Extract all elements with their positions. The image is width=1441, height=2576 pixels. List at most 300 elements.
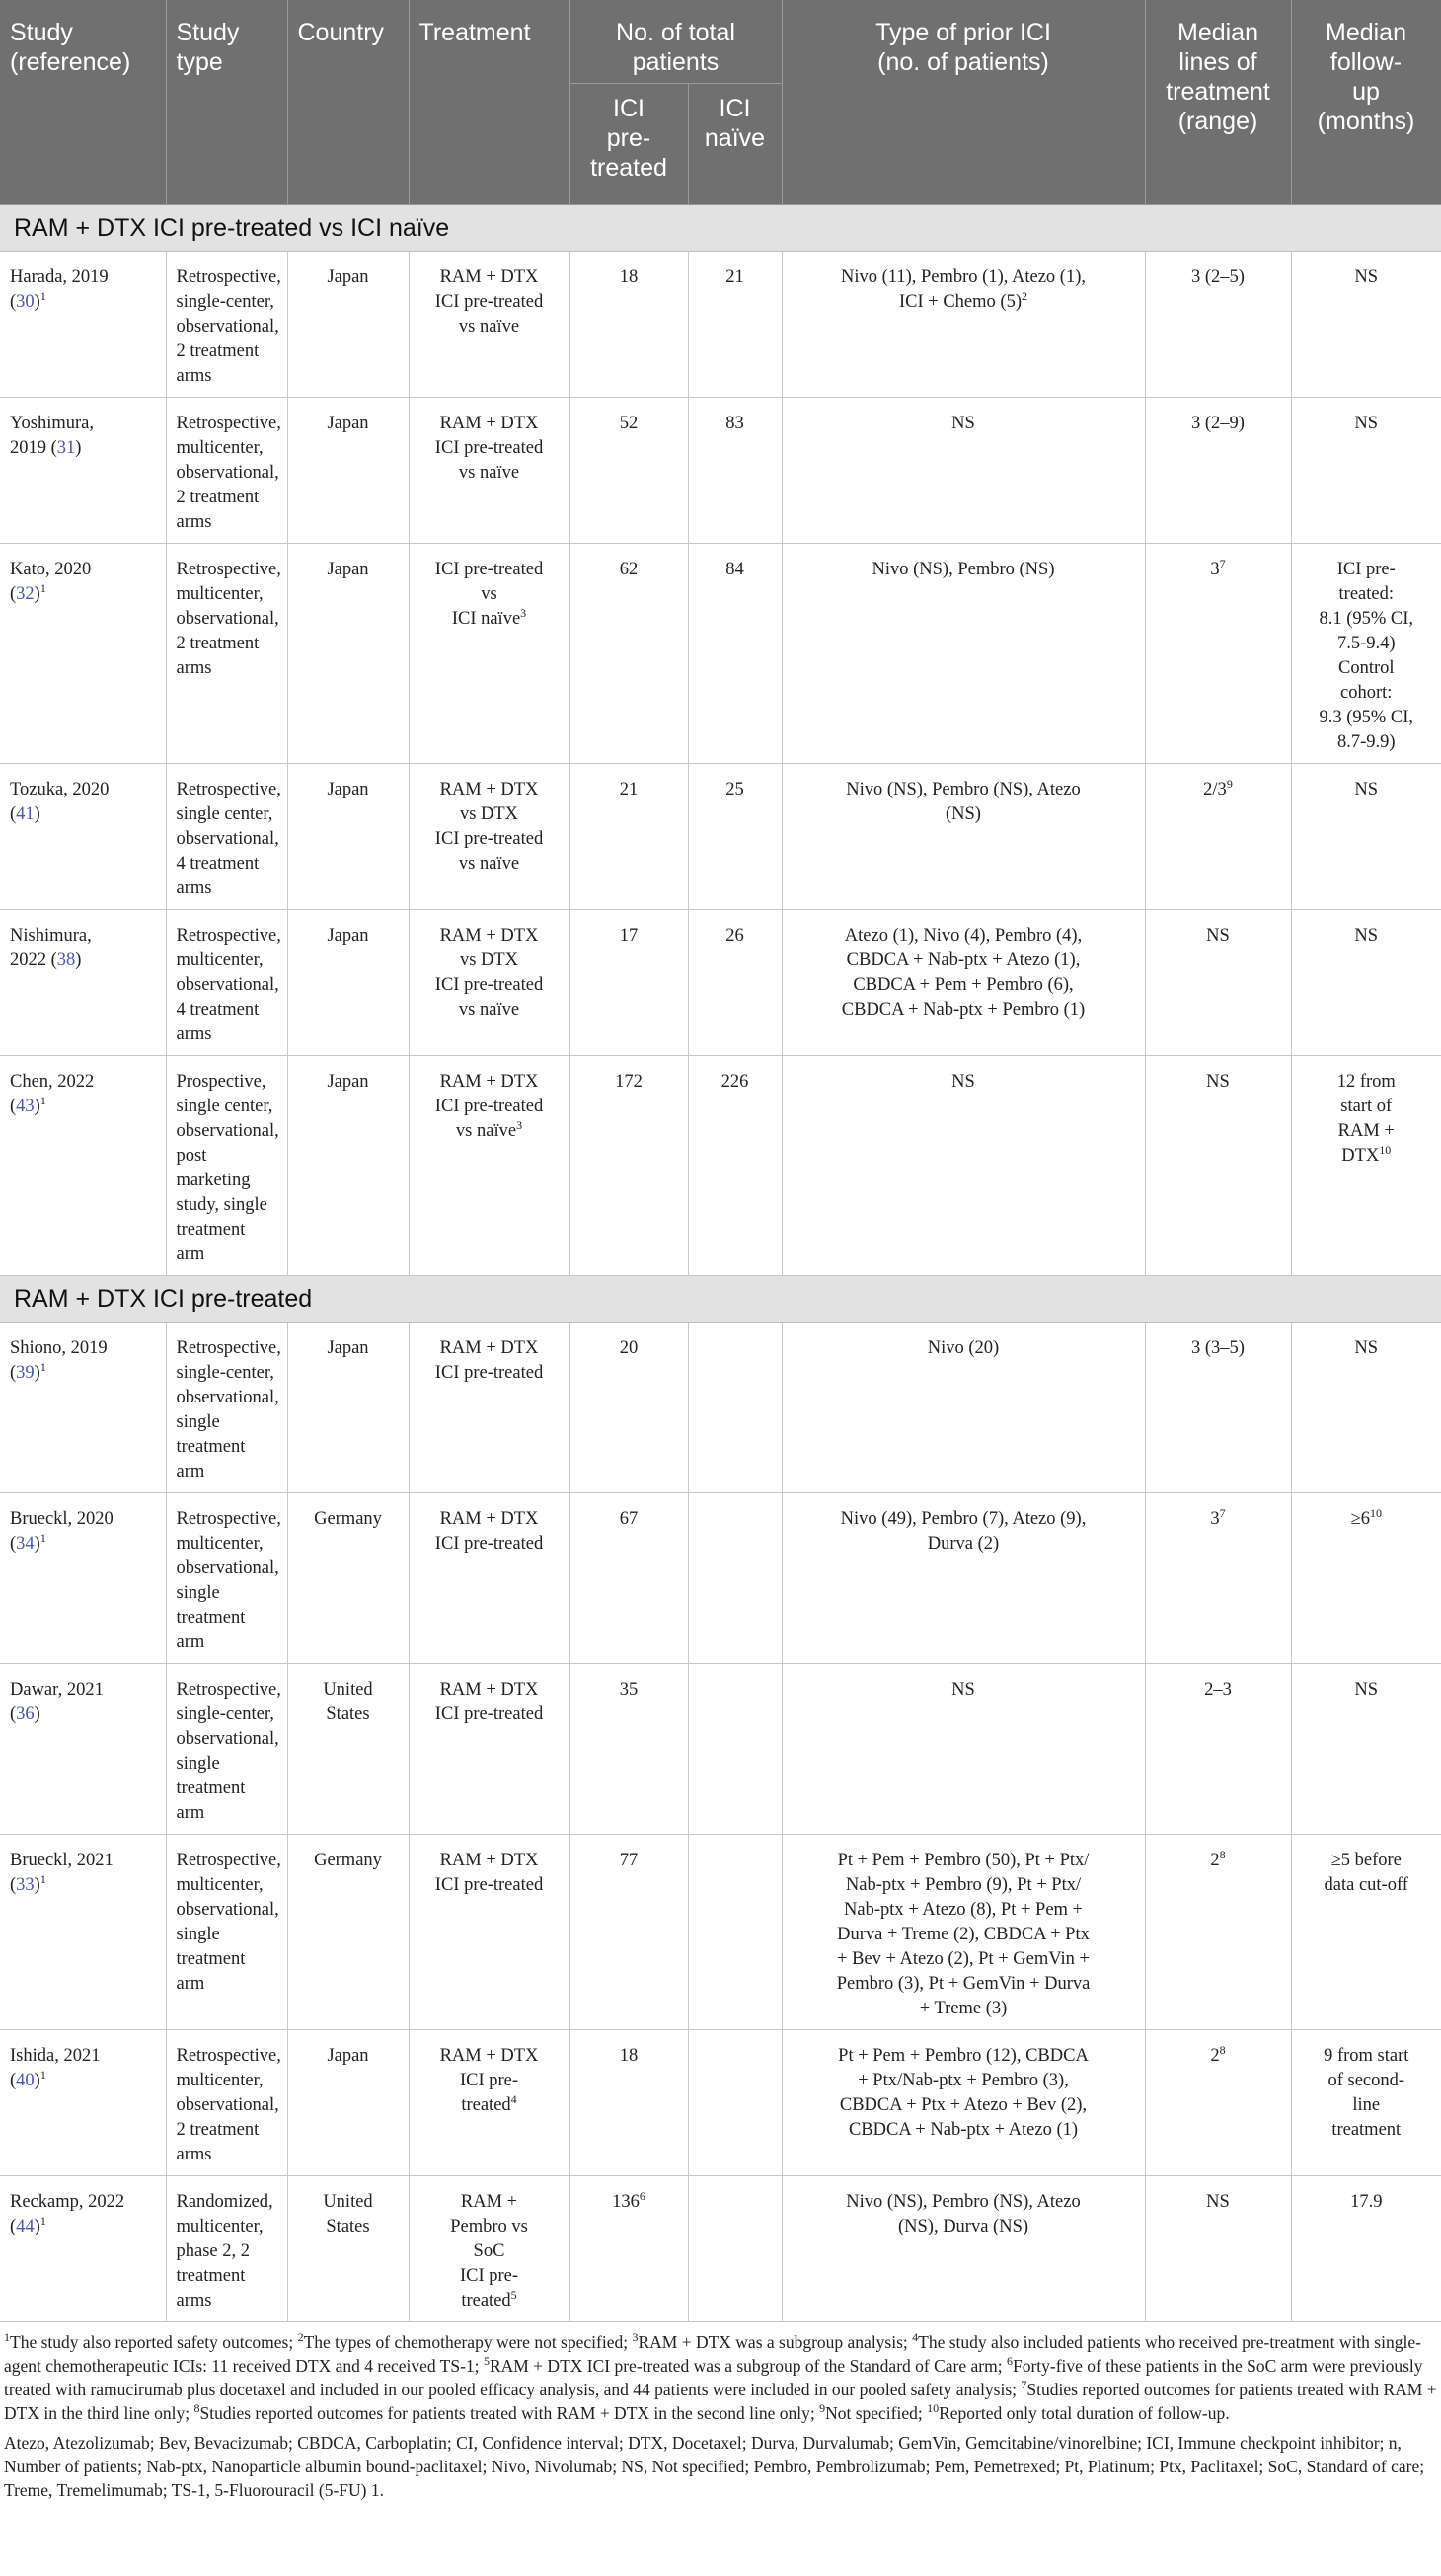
table-row <box>0 910 1441 1056</box>
cell-median-followup <box>1291 1664 1441 1835</box>
ici-pretreated-count: 62 <box>619 560 639 579</box>
cell-median-lines <box>1145 2176 1291 2322</box>
cell-ici-naive <box>688 398 782 544</box>
footnote-number: 2 <box>297 2330 304 2345</box>
study-type-line: observational, <box>176 1388 279 1407</box>
footnote-number: 6 <box>1006 2354 1013 2369</box>
treatment-line: vs naïve <box>458 463 520 483</box>
ici-naive-count: 84 <box>725 560 744 579</box>
ref-open: ( <box>46 438 57 458</box>
cell-prior-ici <box>782 1323 1145 1493</box>
followup-line: NS <box>1354 926 1379 946</box>
footnote-marker: 1 <box>39 2067 46 2082</box>
study-type-line: observational, <box>176 1558 279 1578</box>
cell-study-type <box>166 1323 287 1493</box>
cell-ici-pretreated <box>569 252 688 398</box>
study-type-line: 4 treatment <box>176 1000 260 1020</box>
treatment-line: RAM + <box>460 2192 518 2212</box>
table-row <box>0 544 1441 764</box>
section-title: RAM + DTX ICI pre-treated <box>0 1276 1441 1323</box>
cell-median-followup <box>1291 398 1441 544</box>
cell-study-type <box>166 2030 287 2176</box>
cell-study-type <box>166 1835 287 2030</box>
table-body <box>0 205 1441 2322</box>
table-row <box>0 1056 1441 1276</box>
ici-pretreated-count: 21 <box>619 780 639 799</box>
study-type-line: post <box>176 1146 207 1166</box>
study-type-line: arms <box>176 878 212 898</box>
footnote-marker: 9 <box>1226 776 1233 791</box>
cell-country <box>287 1323 409 1493</box>
followup-line: ICI pre- <box>1336 560 1396 579</box>
study-type-line: treatment arm <box>176 1949 246 1994</box>
ici-naive-count: 83 <box>725 414 744 433</box>
ici-naive-count: 226 <box>720 1072 749 1092</box>
cell-median-followup <box>1291 764 1441 910</box>
study-type-line: 4 treatment <box>176 854 260 873</box>
study-type-line: treatment <box>176 2266 246 2286</box>
country-line: United <box>323 1680 373 1700</box>
study-name: Harada, 2019 <box>10 267 109 287</box>
study-type-line: phase 2, 2 <box>176 2241 250 2261</box>
treatment-line: RAM + DTX <box>439 1338 539 1358</box>
followup-line: cohort: <box>1340 683 1393 703</box>
header-country: Country <box>287 0 409 205</box>
study-name: Chen, 2022 <box>10 1072 95 1092</box>
prior-ici-line: Pembro (3), Pt + GemVin + Durva <box>836 1974 1091 1994</box>
study-type-line: Retrospective, <box>176 1509 281 1529</box>
cell-treatment <box>409 544 569 764</box>
followup-line: NS <box>1354 780 1379 799</box>
prior-ici-line: (NS), Durva (NS) <box>897 2217 1029 2236</box>
study-type-line: multicenter, <box>176 2071 264 2090</box>
treatment-line: RAM + DTX <box>439 2046 539 2066</box>
study-type-line: arms <box>176 658 212 678</box>
cell-ici-naive <box>688 1323 782 1493</box>
treatment-line: treated <box>461 2095 511 2115</box>
followup-line: ≥6 <box>1350 1509 1370 1529</box>
header-prior-ici: Type of prior ICI (no. of patients) <box>782 0 1145 205</box>
prior-ici-line: Nab-ptx + Atezo (8), Pt + Pem + <box>844 1900 1083 1920</box>
ici-pretreated-count: 20 <box>619 1338 639 1358</box>
ref-open: ( <box>10 1705 17 1724</box>
country-line: Germany <box>314 1509 382 1529</box>
cell-ici-pretreated <box>569 910 688 1056</box>
study-type-line: arms <box>176 2145 212 2164</box>
footnote-number: 10 <box>927 2401 940 2416</box>
footnote-marker: 7 <box>1219 556 1226 570</box>
cell-study-type <box>166 910 287 1056</box>
treatment-line: vs DTX <box>459 950 519 970</box>
footnote-marker: 1 <box>39 1871 46 1886</box>
followup-line: 7.5-9.4) <box>1336 634 1396 653</box>
cell-median-followup <box>1291 1323 1441 1493</box>
cell-study: Kato, 2020 $(32)^1$ <box>0 544 166 764</box>
reference-link: 32 <box>16 584 35 604</box>
footnote-marker: 1 <box>39 580 46 595</box>
cell-study-type <box>166 1056 287 1276</box>
study-name: Dawar, 2021 <box>10 1680 104 1700</box>
header-ici-naive: ICI naïve <box>688 84 782 205</box>
study-type-line: observational, <box>176 1121 279 1141</box>
footnote-marker: 3 <box>516 1117 523 1132</box>
header-study-type: Study type <box>166 0 287 205</box>
footnote-marker: 6 <box>639 2188 645 2203</box>
country-line: Japan <box>327 2046 369 2066</box>
median-lines: 2/3 <box>1203 780 1227 799</box>
followup-line: 9.3 (95% CI, <box>1319 708 1414 727</box>
footnote-text: RAM + DTX ICI pre-treated was a subgroup of the Standard of Care arm; <box>489 2356 1007 2376</box>
treatment-line: ICI pre-treated <box>434 1097 544 1116</box>
prior-ici-line: Nivo (49), Pembro (7), Atezo (9), <box>840 1509 1087 1529</box>
footnote-marker: 3 <box>520 605 527 620</box>
ici-pretreated-count: 136 <box>612 2192 640 2212</box>
footnote-text: Studies reported outcomes for patients treated with RAM + DTX in the third line only; <box>4 2380 1437 2423</box>
followup-line: NS <box>1354 267 1379 287</box>
cell-ici-pretreated <box>569 1835 688 2030</box>
treatment-line: ICI pre-treated <box>434 292 544 312</box>
treatment-line: ICI pre-treated <box>434 560 544 579</box>
prior-ici-line: Nivo (20) <box>927 1338 1000 1358</box>
footnote-marker: 10 <box>1379 1142 1392 1157</box>
cell-ici-pretreated <box>569 2176 688 2322</box>
footnote-text: RAM + DTX was a subgroup analysis; <box>638 2332 913 2352</box>
cell-study: Chen, 2022 $(43)^1$ <box>0 1056 166 1276</box>
cell-ici-naive <box>688 1835 782 2030</box>
median-lines: 3 (2–9) <box>1191 414 1245 433</box>
ici-pretreated-count: 67 <box>619 1509 639 1529</box>
followup-line: NS <box>1354 1680 1379 1700</box>
country-line: Japan <box>327 267 369 287</box>
cell-ici-pretreated <box>569 764 688 910</box>
prior-ici-line: (NS) <box>946 804 981 824</box>
prior-ici-line: NS <box>951 414 975 433</box>
study-name: Kato, 2020 <box>10 560 92 579</box>
treatment-line: RAM + DTX <box>439 1680 539 1700</box>
prior-ici-line: CBDCA + Ptx + Atezo + Bev (2), <box>839 2095 1088 2115</box>
country-line: Japan <box>327 926 369 946</box>
ref-open: ( <box>10 584 17 604</box>
ref-open: ( <box>10 1097 17 1116</box>
cell-study-type <box>166 2176 287 2322</box>
footnote-marker: 5 <box>510 2287 517 2302</box>
footnote-marker: 8 <box>1219 1847 1226 1861</box>
treatment-line: RAM + DTX <box>439 780 539 799</box>
followup-line: of second- <box>1327 2071 1405 2090</box>
cell-median-lines <box>1145 1835 1291 2030</box>
study-type-line: multicenter, <box>176 2217 264 2236</box>
ici-pretreated-count: 17 <box>619 926 639 946</box>
study-type-line: multicenter, <box>176 1534 264 1553</box>
study-type-line: single center, <box>176 804 273 824</box>
ici-pretreated-count: 35 <box>619 1680 639 1700</box>
treatment-line: ICI pre-treated <box>434 975 544 995</box>
followup-line: 8.1 (95% CI, <box>1319 609 1414 629</box>
cell-ici-naive <box>688 1493 782 1664</box>
study-type-line: single <box>176 1754 220 1774</box>
prior-ici-line: Nivo (NS), Pembro (NS) <box>872 560 1055 579</box>
treatment-line: RAM + DTX <box>439 926 539 946</box>
study-type-line: 2 treatment <box>176 341 260 361</box>
footnote-number: 4 <box>912 2330 919 2345</box>
country-line: Japan <box>327 414 369 433</box>
ici-pretreated-count: 18 <box>619 2046 639 2066</box>
country-line: States <box>326 2217 370 2236</box>
study-type-line: observational, <box>176 2095 279 2115</box>
footnote-marker: 1 <box>39 2213 46 2228</box>
study-name: Reckamp, 2022 <box>10 2192 125 2212</box>
cell-country <box>287 398 409 544</box>
footnotes <box>4 2330 1437 2425</box>
study-type-line: Retrospective, <box>176 1680 281 1700</box>
header-total-patients: No. of total patients <box>569 0 782 84</box>
reference-link: 41 <box>16 804 35 824</box>
cell-ici-pretreated <box>569 1323 688 1493</box>
footnote-marker: 8 <box>1219 2042 1226 2057</box>
prior-ici-line: CBDCA + Nab-ptx + Atezo (1) <box>848 2120 1079 2140</box>
study-type-line: multicenter, <box>176 950 264 970</box>
prior-ici-line: Durva (2) <box>927 1534 1000 1553</box>
study-type-line: single <box>176 1412 220 1432</box>
cell-ici-naive <box>688 2030 782 2176</box>
cell-median-lines <box>1145 1056 1291 1276</box>
cell-median-followup <box>1291 544 1441 764</box>
reference-link: 31 <box>56 438 76 458</box>
study-type-line: Retrospective, <box>176 926 281 946</box>
treatment-line: ICI pre- <box>459 2071 519 2090</box>
followup-line: DTX <box>1341 1146 1380 1166</box>
study-type-line: observational, <box>176 609 279 629</box>
study-name: Brueckl, 2021 <box>10 1851 114 1870</box>
cell-study: Nishimura, 2022 (38) <box>0 910 166 1056</box>
footnote-number: 5 <box>483 2354 490 2369</box>
study-type-line: treatment arm <box>176 1220 246 1264</box>
ref-open: ( <box>10 2217 17 2236</box>
study-type-line: multicenter, <box>176 438 264 458</box>
prior-ici-line: CBDCA + Nab-ptx + Pembro (1) <box>841 1000 1086 1020</box>
cell-treatment <box>409 764 569 910</box>
study-type-line: arms <box>176 1024 212 1044</box>
footnote-marker: 1 <box>39 1093 46 1107</box>
study-name: Shiono, 2019 <box>10 1338 108 1358</box>
footnote-text: Reported only total duration of follow-up. <box>939 2403 1230 2423</box>
study-type-line: observational, <box>176 463 279 483</box>
cell-study: Shiono, 2019 $(39)^1$ <box>0 1323 166 1493</box>
header-treatment: Treatment <box>409 0 569 205</box>
followup-line: treated: <box>1338 584 1394 604</box>
study-type-line: single center, <box>176 1097 273 1116</box>
ici-naive-count: 26 <box>725 926 744 946</box>
cell-treatment <box>409 2176 569 2322</box>
study-type-line: arms <box>176 2291 212 2311</box>
treatment-line: vs DTX <box>459 804 519 824</box>
median-lines: 3 <box>1210 560 1220 579</box>
table-row <box>0 398 1441 544</box>
study-type-line: Retrospective, <box>176 267 281 287</box>
cell-study: Dawar, 2021 (36) <box>0 1664 166 1835</box>
study-name: Tozuka, 2020 <box>10 780 110 799</box>
followup-line: NS <box>1354 1338 1379 1358</box>
median-lines: 3 (3–5) <box>1191 1338 1245 1358</box>
study-type-line: observational, <box>176 829 279 849</box>
treatment-line: RAM + DTX <box>439 267 539 287</box>
treatment-line: treated <box>461 2291 511 2311</box>
table-row <box>0 1493 1441 1664</box>
cell-treatment <box>409 252 569 398</box>
ref-open: ( <box>10 1875 17 1895</box>
ref-open: ( <box>10 292 17 312</box>
cell-median-followup <box>1291 1493 1441 1664</box>
reference-link: 39 <box>16 1363 35 1383</box>
study-type-line: multicenter, <box>176 1875 264 1895</box>
cell-ici-naive <box>688 252 782 398</box>
study-type-line: 2 treatment <box>176 488 260 507</box>
study-type-line: observational, <box>176 317 279 337</box>
table-footnotes <box>0 2322 1441 2508</box>
followup-line: 9 from start <box>1324 2046 1409 2066</box>
treatment-line: vs naïve <box>458 1000 520 1020</box>
header-median-followup: Median follow- up (months) <box>1291 0 1441 205</box>
cell-prior-ici <box>782 398 1145 544</box>
treatment-line: RAM + DTX <box>439 1072 539 1092</box>
prior-ici-line: Durva + Treme (2), CBDCA + Ptx <box>837 1925 1090 1944</box>
prior-ici-line: Nivo (NS), Pembro (NS), Atezo <box>846 780 1081 799</box>
country-line: States <box>326 1705 370 1724</box>
reference-link: 44 <box>16 2217 35 2236</box>
cell-country <box>287 252 409 398</box>
footnote-marker: 10 <box>1369 1505 1382 1520</box>
treatment-line: vs naïve <box>458 317 520 337</box>
ref-open: ( <box>10 1363 17 1383</box>
cell-country <box>287 1056 409 1276</box>
treatment-line: ICI pre-treated <box>434 1875 544 1895</box>
prior-ici-line: CBDCA + Pem + Pembro (6), <box>853 975 1074 995</box>
study-type-line: single <box>176 1925 220 1944</box>
treatment-line: Pembro vs <box>450 2217 528 2236</box>
cell-country <box>287 1664 409 1835</box>
cell-study-type <box>166 1493 287 1664</box>
cell-median-lines <box>1145 252 1291 398</box>
cell-country <box>287 544 409 764</box>
cell-study: Reckamp, 2022 $(44)^1$ <box>0 2176 166 2322</box>
median-lines: 2 <box>1210 1851 1220 1870</box>
study-type-line: Retrospective, <box>176 414 281 433</box>
followup-line: 8.7-9.9) <box>1336 732 1396 752</box>
reference-link: 43 <box>16 1097 35 1116</box>
footnote-number: 1 <box>4 2330 10 2345</box>
median-lines: 2–3 <box>1204 1680 1232 1700</box>
study-name: Nishimura, <box>10 926 92 946</box>
treatment-line: SoC <box>473 2241 505 2261</box>
reference-link: 30 <box>16 292 35 312</box>
prior-ici-line: Nab-ptx + Pembro (9), Pt + Ptx/ <box>845 1875 1082 1895</box>
footnote-number: 9 <box>819 2401 826 2416</box>
study-name: Yoshimura, <box>10 414 94 433</box>
cell-study: Ishida, 2021 $(40)^1$ <box>0 2030 166 2176</box>
ici-naive-count: 25 <box>725 780 744 799</box>
study-type-line: arms <box>176 366 212 386</box>
cell-median-followup <box>1291 1835 1441 2030</box>
median-lines: 3 <box>1210 1509 1220 1529</box>
cell-study: Brueckl, 2021 $(33)^1$ <box>0 1835 166 2030</box>
table-row <box>0 2030 1441 2176</box>
median-lines: NS <box>1206 926 1230 946</box>
table-row <box>0 252 1441 398</box>
cell-study-type <box>166 544 287 764</box>
footnote-marker: 1 <box>39 288 46 303</box>
treatment-line: RAM + DTX <box>439 1851 539 1870</box>
cell-country <box>287 1835 409 2030</box>
treatment-line: RAM + DTX <box>439 1509 539 1529</box>
prior-ici-line: + Ptx/Nab-ptx + Pembro (3), <box>858 2071 1069 2090</box>
cell-ici-pretreated <box>569 1493 688 1664</box>
ref-open: ( <box>10 804 17 824</box>
median-lines: 2 <box>1210 2046 1220 2066</box>
country-line: Japan <box>327 1072 369 1092</box>
footnote-number: 3 <box>632 2330 639 2345</box>
study-type-line: Randomized, <box>176 2192 273 2212</box>
treatment-line: ICI pre-treated <box>434 1363 544 1383</box>
footnote-text: Not specified; <box>825 2403 928 2423</box>
treatment-line: ICI pre- <box>459 2266 519 2286</box>
cell-study-type <box>166 398 287 544</box>
cell-prior-ici <box>782 1664 1145 1835</box>
footnote-marker: 7 <box>1219 1505 1226 1520</box>
study-type-line: study, single <box>176 1195 267 1215</box>
treatment-line: vs naïve <box>455 1121 517 1141</box>
cell-median-lines <box>1145 544 1291 764</box>
header-median-lines: Median lines of treatment (range) <box>1145 0 1291 205</box>
section-row <box>0 1276 1441 1323</box>
followup-line: ≥5 before <box>1330 1851 1402 1870</box>
study-type-line: arms <box>176 512 212 532</box>
prior-ici-line: Atezo (1), Nivo (4), Pembro (4), <box>844 926 1083 946</box>
study-type-line: Prospective, <box>176 1072 266 1092</box>
cell-median-lines <box>1145 910 1291 1056</box>
cell-treatment <box>409 1323 569 1493</box>
cell-treatment <box>409 1835 569 2030</box>
cell-country <box>287 764 409 910</box>
followup-line: line <box>1352 2095 1381 2115</box>
prior-ici-line: Pt + Pem + Pembro (12), CBDCA <box>838 2046 1089 2066</box>
treatment-line: ICI pre-treated <box>434 1705 544 1724</box>
cell-study-type <box>166 764 287 910</box>
footnote-number: 8 <box>193 2401 200 2416</box>
followup-line: data cut-off <box>1324 1875 1408 1895</box>
cell-median-followup <box>1291 2030 1441 2176</box>
cell-treatment <box>409 910 569 1056</box>
prior-ici-line: Nivo (NS), Pembro (NS), Atezo <box>846 2192 1081 2212</box>
study-type-line: 2 treatment <box>176 2120 260 2140</box>
followup-line: NS <box>1354 414 1379 433</box>
study-type-line: single-center, <box>176 1705 274 1724</box>
median-lines: NS <box>1206 2192 1230 2212</box>
cell-study-type <box>166 252 287 398</box>
cell-treatment <box>409 1056 569 1276</box>
cell-median-lines <box>1145 764 1291 910</box>
study-type-line: observational, <box>176 975 279 995</box>
cell-ici-pretreated <box>569 398 688 544</box>
prior-ici-line: ICI + Chemo (5) <box>899 292 1022 312</box>
footnote-text: Studies reported outcomes for patients treated with RAM + DTX in the second line only; <box>199 2403 820 2423</box>
cell-prior-ici <box>782 1056 1145 1276</box>
cell-country <box>287 2030 409 2176</box>
followup-line: Control <box>1337 658 1395 678</box>
cell-ici-pretreated <box>569 1664 688 1835</box>
cell-median-followup <box>1291 252 1441 398</box>
cell-treatment <box>409 1493 569 1664</box>
cell-median-followup <box>1291 910 1441 1056</box>
